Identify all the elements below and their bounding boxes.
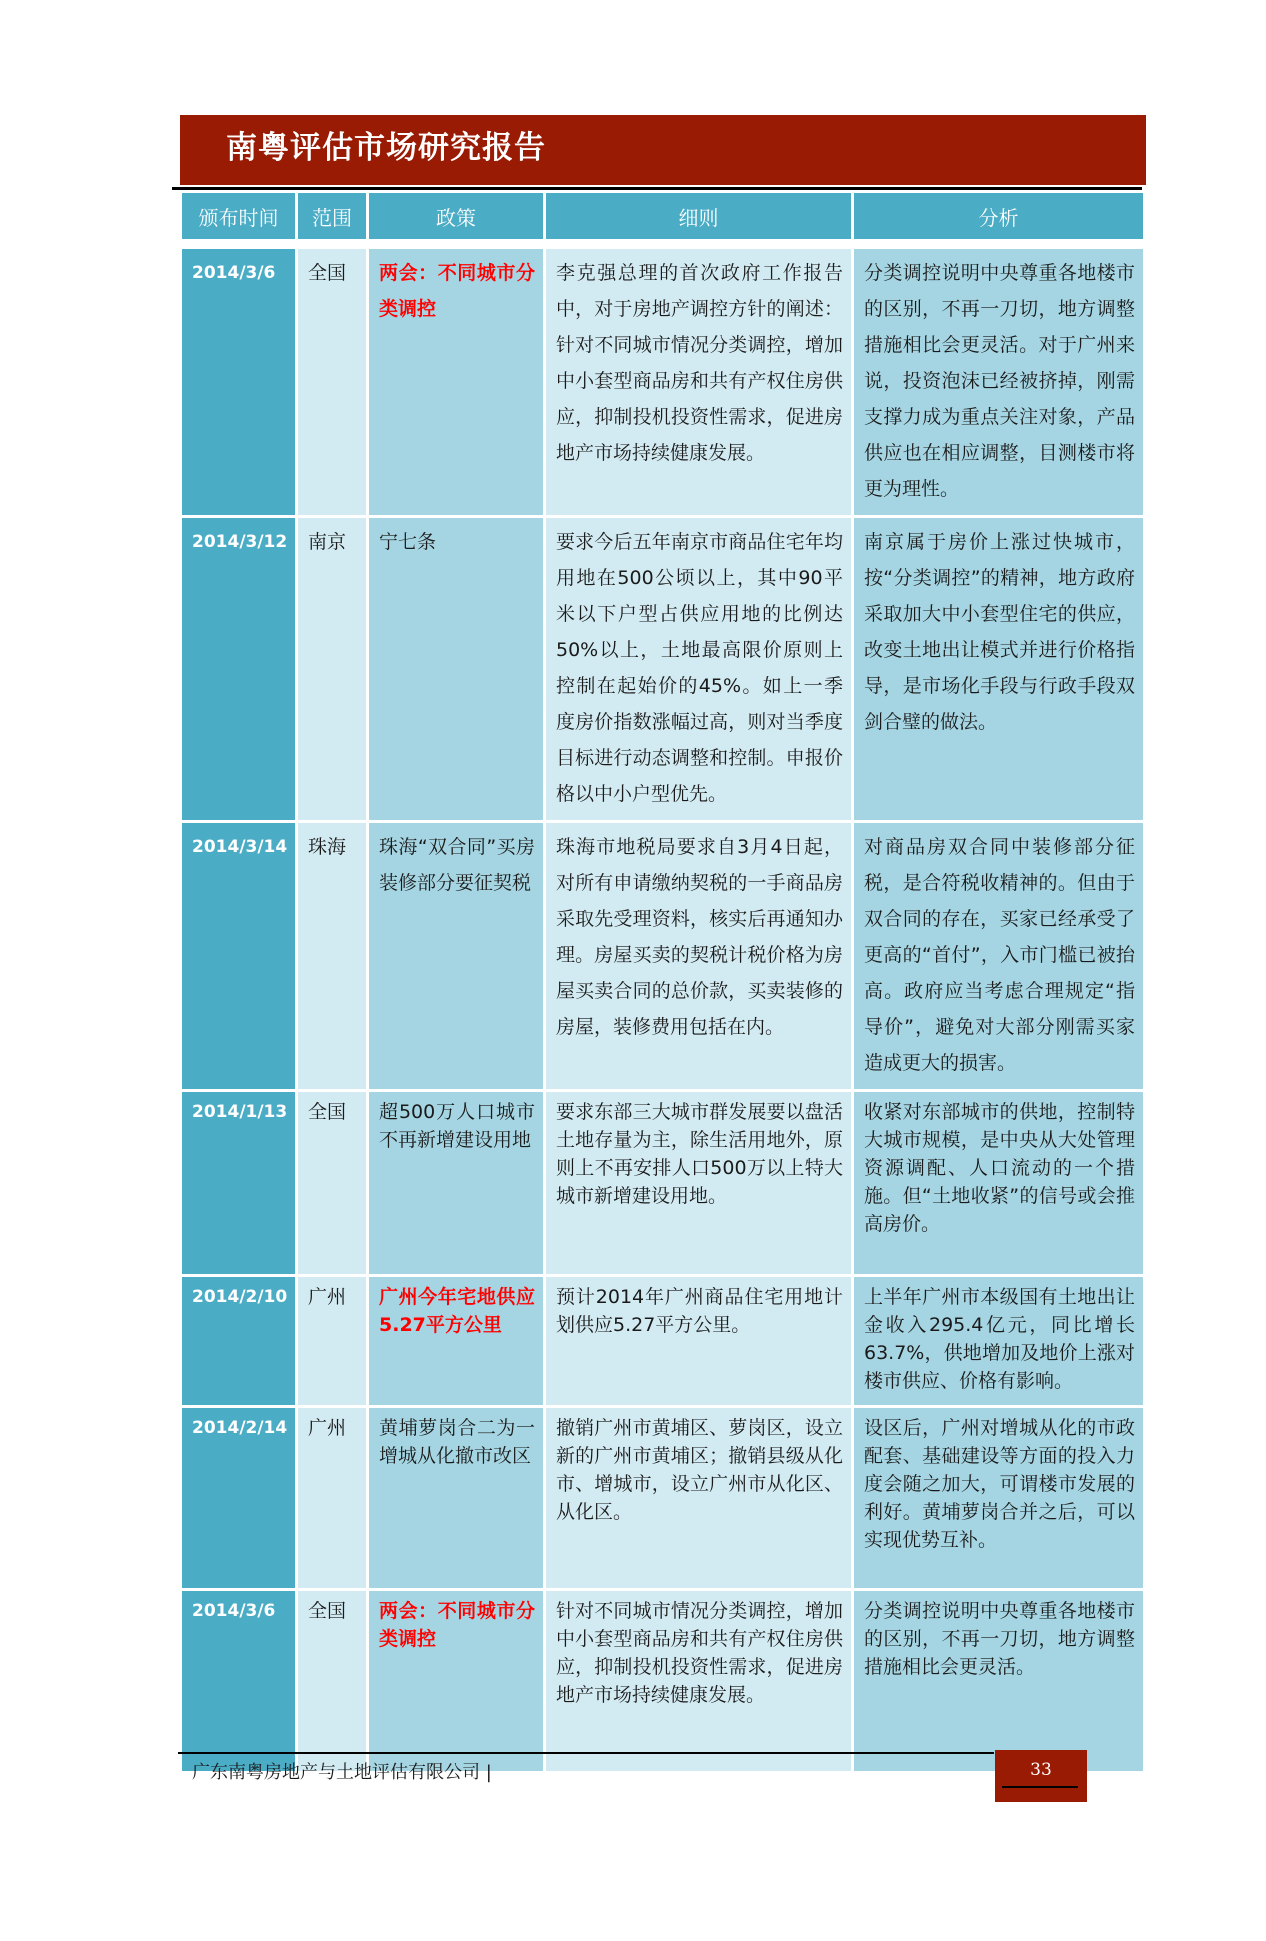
row-analysis: 收紧对东部城市的供地，控制特大城市规模，是中央从大处管理资源调配、人口流动的一个措施。但“土地收紧”的信号或会推高房价。 [854,1092,1143,1274]
page-number: 33 [1030,1760,1052,1780]
row-scope: 全国 [298,249,366,515]
row-details: 预计2014年广州商品住宅用地计划供应5.27平方公里。 [546,1277,851,1405]
table-header-row [182,193,1143,239]
row-policy: 珠海“双合同”买房装修部分要征契税 [369,823,543,1089]
row-details: 李克强总理的首次政府工作报告中，对于房地产调控方针的阐述：针对不同城市情况分类调控，增加中小套型商品房和共有产权住房供应，抑制投机投资性需求，促进房地产市场持续健康发展。 [546,249,851,515]
row-analysis: 分类调控说明中央尊重各地楼市的区别，不再一刀切，地方调整措施相比会更灵活。对于广州来说，投资泡沫已经被挤掉，刚需支撑力成为重点关注对象，产品供应也在相应调整，目测楼市将更为理性。 [854,249,1143,515]
column-header-scope: 范围 [298,193,366,239]
row-date: 2014/2/10 [182,1277,295,1405]
page-number-underline [1002,1786,1078,1788]
row-analysis: 南京属于房价上涨过快城市，按“分类调控”的精神，地方政府采取加大中小套型住宅的供应，改变土地出让模式并进行价格指导，是市场化手段与行政手段双剑合璧的做法。 [854,518,1143,820]
row-policy: 超500万人口城市不再新增建设用地 [369,1092,543,1274]
row-policy: 广州今年宅地供应5.27平方公里 [369,1277,543,1405]
row-date: 2014/3/6 [182,249,295,515]
column-header-details: 细则 [546,193,851,239]
row-analysis: 上半年广州市本级国有土地出让金收入295.4亿元，同比增长63.7%，供地增加及地价上涨对楼市供应、价格有影响。 [854,1277,1143,1405]
row-policy: 两会：不同城市分类调控 [369,1591,543,1771]
row-details: 要求东部三大城市群发展要以盘活土地存量为主，除生活用地外，原则上不再安排人口500万以上特大城市新增建设用地。 [546,1092,851,1274]
row-analysis: 设区后，广州对增城从化的市政配套、基础建设等方面的投入力度会随之加大，可谓楼市发展的利好。黄埔萝岗合并之后，可以实现优势互补。 [854,1408,1143,1588]
row-details: 要求今后五年南京市商品住宅年均用地在500公顷以上，其中90平米以下户型占供应用地的比例达50%以上，土地最高限价原则上控制在起始价的45%。如上一季度房价指数涨幅过高，则对当季度目标进行动态调整和控制。申报价格以中小户型优先。 [546,518,851,820]
row-policy: 宁七条 [369,518,543,820]
column-header-analysis: 分析 [854,193,1143,239]
row-details: 针对不同城市情况分类调控，增加中小套型商品房和共有产权住房供应，抑制投机投资性需求，促进房地产市场持续健康发展。 [546,1591,851,1771]
row-scope: 广州 [298,1277,366,1405]
table-row [182,1408,1143,1588]
table-row [182,1277,1143,1405]
footer-rule [178,1752,994,1754]
row-date: 2014/1/13 [182,1092,295,1274]
row-date: 2014/2/14 [182,1408,295,1588]
row-analysis: 对商品房双合同中装修部分征税，是合符税收精神的。但由于双合同的存在，买家已经承受了更高的“首付”，入市门槛已被抬高。政府应当考虑合理规定“指导价”，避免对大部分刚需买家造成更大的损害。 [854,823,1143,1089]
row-analysis: 分类调控说明中央尊重各地楼市的区别，不再一刀切，地方调整措施相比会更灵活。 [854,1591,1143,1771]
table-row [182,518,1143,820]
row-scope: 珠海 [298,823,366,1089]
footer-company: 广东南粤房地产与土地评估有限公司 | [192,1762,492,1783]
row-date: 2014/3/14 [182,823,295,1089]
column-header-date: 颁布时间 [182,193,295,239]
row-scope: 广州 [298,1408,366,1588]
row-details: 珠海市地税局要求自3月4日起，对所有申请缴纳契税的一手商品房采取先受理资料，核实后再通知办理。房屋买卖的契税计税价格为房屋买卖合同的总价款，买卖装修的房屋，装修费用包括在内。 [546,823,851,1089]
table-row [182,1591,1143,1771]
table-row [182,823,1143,1089]
row-scope: 全国 [298,1591,366,1771]
column-header-policy: 政策 [369,193,543,239]
row-scope: 南京 [298,518,366,820]
table-row [182,1092,1143,1274]
row-date: 2014/3/6 [182,1591,295,1771]
row-scope: 全国 [298,1092,366,1274]
row-policy: 两会：不同城市分类调控 [369,249,543,515]
row-policy: 黄埔萝岗合二为一增城从化撤市改区 [369,1408,543,1588]
table-row [182,249,1143,515]
row-date: 2014/3/12 [182,518,295,820]
report-title: 南粤评估市场研究报告 [226,130,546,166]
row-details: 撤销广州市黄埔区、萝岗区，设立新的广州市黄埔区；撤销县级从化市、增城市，设立广州市从化区、从化区。 [546,1408,851,1588]
policy-table [179,190,1146,1774]
